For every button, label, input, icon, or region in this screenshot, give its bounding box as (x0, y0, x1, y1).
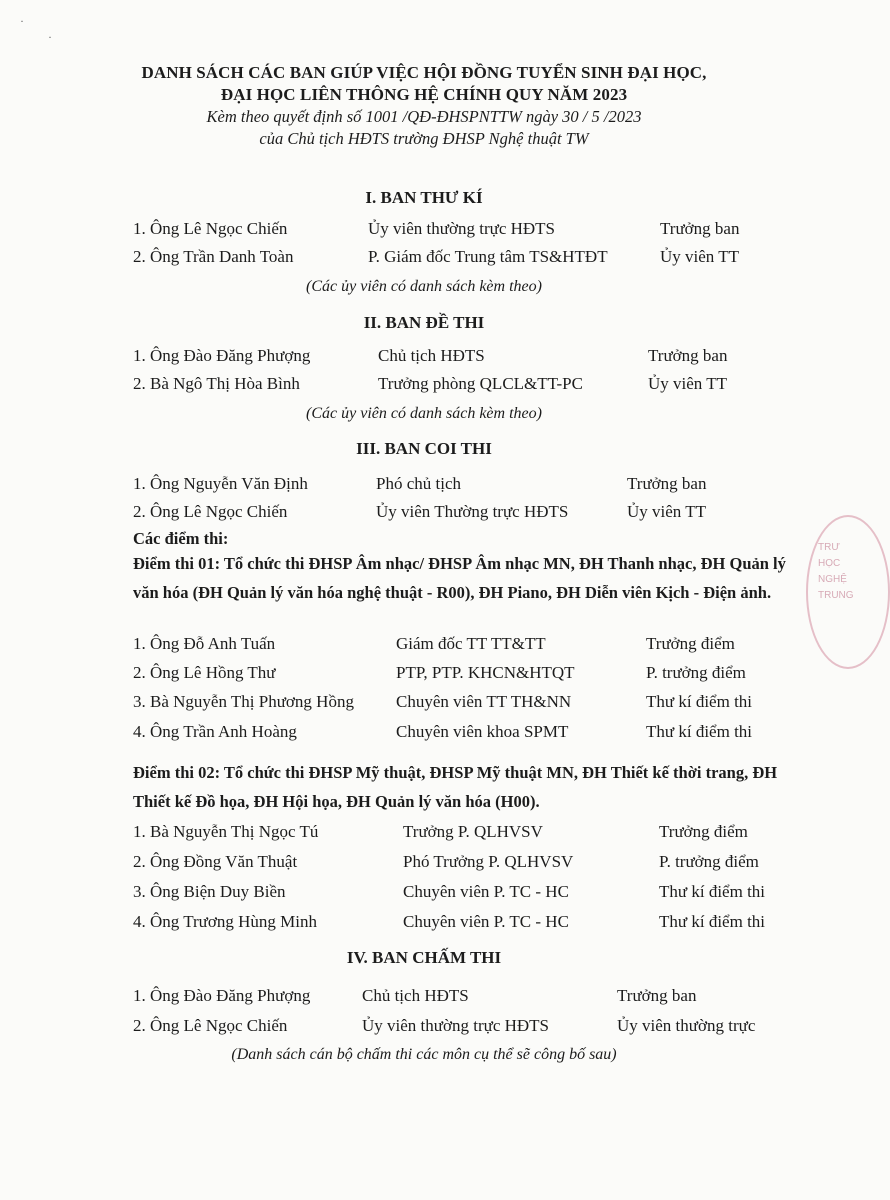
member-role: Trưởng ban (617, 986, 697, 1005)
table-row (0, 852, 848, 878)
section-note: (Danh sách cán bộ chấm thi các môn cụ thể sẽ công bố sau) (231, 1046, 617, 1063)
header-title-line2: ĐẠI HỌC LIÊN THÔNG HỆ CHÍNH QUY NĂM 2023 (220, 85, 628, 104)
member-role: Trưởng ban (660, 219, 740, 238)
member-role: Ủy viên thường trực (617, 1016, 756, 1035)
table-row (0, 474, 848, 500)
member-position: Phó chủ tịch (376, 474, 461, 493)
member-role: Trưởng ban (627, 474, 707, 493)
member-name: 1. Bà Nguyễn Thị Ngọc Tú (133, 822, 319, 841)
seal-stamp-text: TRƯ HỌC NGHỆ TRUNG (818, 542, 854, 601)
member-position: Giám đốc TT TT&TT (396, 634, 546, 653)
section-title-secretariat: I. BAN THƯ KÍ (365, 188, 483, 207)
header-title-line1: DANH SÁCH CÁC BAN GIÚP VIỆC HỘI ĐỒNG TUYỂN SINH ĐẠI HỌC, (141, 63, 707, 82)
document-header (0, 62, 848, 150)
member-position: Chủ tịch HĐTS (378, 346, 485, 365)
member-role: P. trưởng điểm (646, 663, 746, 682)
table-row (0, 986, 848, 1012)
member-name: 1. Ông Đỗ Anh Tuấn (133, 634, 276, 653)
member-name: 2. Bà Ngô Thị Hòa Bình (133, 374, 300, 393)
member-role: Ủy viên TT (660, 247, 740, 266)
member-name: 1. Ông Đào Đăng Phượng (133, 346, 311, 365)
member-role: Trưởng điểm (646, 634, 735, 653)
section-title-invigilation: III. BAN COI THI (356, 439, 492, 458)
member-role: Thư kí điểm thi (646, 692, 753, 711)
member-name: 2. Ông Đồng Văn Thuật (133, 852, 298, 871)
exam-site-2-heading: Điểm thi 02: Tổ chức thi ĐHSP Mỹ thuật, ĐHSP Mỹ thuật MN, ĐH Thiết kế thời trang, ĐH Thiết kế Đồ họa, ĐH Hội họa, ĐH Quản lý văn hóa (H00). (133, 763, 778, 811)
table-row (0, 374, 848, 400)
member-position: Ủy viên thường trực HĐTS (362, 1016, 550, 1035)
member-position: Trưởng phòng QLCL&TT-PC (378, 374, 583, 393)
header-issuer-line: của Chủ tịch HĐTS trường ĐHSP Nghệ thuật TW (259, 129, 589, 148)
header-decision-line: Kèm theo quyết định số 1001 /QĐ-ĐHSPNTTW ngày 30 / 5 /2023 (206, 107, 642, 126)
member-position: Chuyên viên P. TC - HC (403, 912, 569, 931)
member-position: P. Giám đốc Trung tâm TS&HTĐT (368, 247, 608, 266)
member-name: 4. Ông Trần Anh Hoàng (133, 722, 297, 741)
exam-sites-label: Các điểm thi: (133, 529, 229, 548)
member-position: Chuyên viên TT TH&NN (396, 692, 572, 711)
member-position: Ủy viên thường trực HĐTS (368, 219, 556, 238)
section-title-exam-questions: II. BAN ĐỀ THI (363, 313, 485, 332)
table-row (0, 219, 848, 245)
table-row (0, 634, 848, 660)
table-row (0, 882, 848, 908)
table-row (0, 663, 848, 689)
member-position: Chủ tịch HĐTS (362, 986, 469, 1005)
scan-speck: · (48, 30, 52, 44)
section-note: (Các ủy viên có danh sách kèm theo) (306, 405, 542, 422)
table-row (0, 822, 848, 848)
member-position: Trưởng P. QLHVSV (403, 822, 543, 841)
section-note: (Các ủy viên có danh sách kèm theo) (306, 278, 542, 295)
table-row (0, 912, 848, 938)
member-role: Ủy viên TT (627, 502, 707, 521)
member-name: 1. Ông Đào Đăng Phượng (133, 986, 311, 1005)
scan-speck: · (20, 14, 24, 28)
member-name: 1. Ông Nguyễn Văn Định (133, 474, 308, 493)
table-row (0, 1016, 848, 1042)
member-role: Ủy viên TT (648, 374, 728, 393)
member-position: PTP, PTP. KHCN&HTQT (396, 663, 575, 682)
member-name: 3. Bà Nguyễn Thị Phương Hồng (133, 692, 354, 711)
member-name: 2. Ông Lê Hồng Thư (133, 663, 276, 682)
member-name: 2. Ông Trần Danh Toàn (133, 247, 294, 266)
member-role: Thư kí điểm thi (646, 722, 753, 741)
table-row (0, 346, 848, 372)
member-position: Chuyên viên khoa SPMT (396, 722, 569, 741)
member-role: Trưởng điểm (659, 822, 748, 841)
member-name: 2. Ông Lê Ngọc Chiến (133, 502, 288, 521)
member-role: Trưởng ban (648, 346, 728, 365)
table-row (0, 692, 848, 718)
table-row (0, 722, 848, 748)
member-role: Thư kí điểm thi (659, 882, 766, 901)
member-position: Chuyên viên P. TC - HC (403, 882, 569, 901)
exam-site-1-heading: Điểm thi 01: Tổ chức thi ĐHSP Âm nhạc/ ĐHSP Âm nhạc MN, ĐH Thanh nhạc, ĐH Quản lý văn hóa (ĐH Quản lý văn hóa nghệ thuật - R00), ĐH Piano, ĐH Diễn viên Kịch - Điện ảnh. (133, 554, 786, 602)
member-name: 1. Ông Lê Ngọc Chiến (133, 219, 288, 238)
member-role: P. trưởng điểm (659, 852, 759, 871)
section-title-grading: IV. BAN CHẤM THI (346, 948, 502, 967)
table-row (0, 247, 848, 273)
member-name: 2. Ông Lê Ngọc Chiến (133, 1016, 288, 1035)
member-position: Phó Trưởng P. QLHVSV (403, 852, 574, 871)
member-name: 4. Ông Trương Hùng Minh (133, 912, 317, 931)
member-position: Ủy viên Thường trực HĐTS (376, 502, 569, 521)
table-row (0, 502, 848, 528)
member-role: Thư kí điểm thi (659, 912, 766, 931)
member-name: 3. Ông Biện Duy Biền (133, 882, 286, 901)
